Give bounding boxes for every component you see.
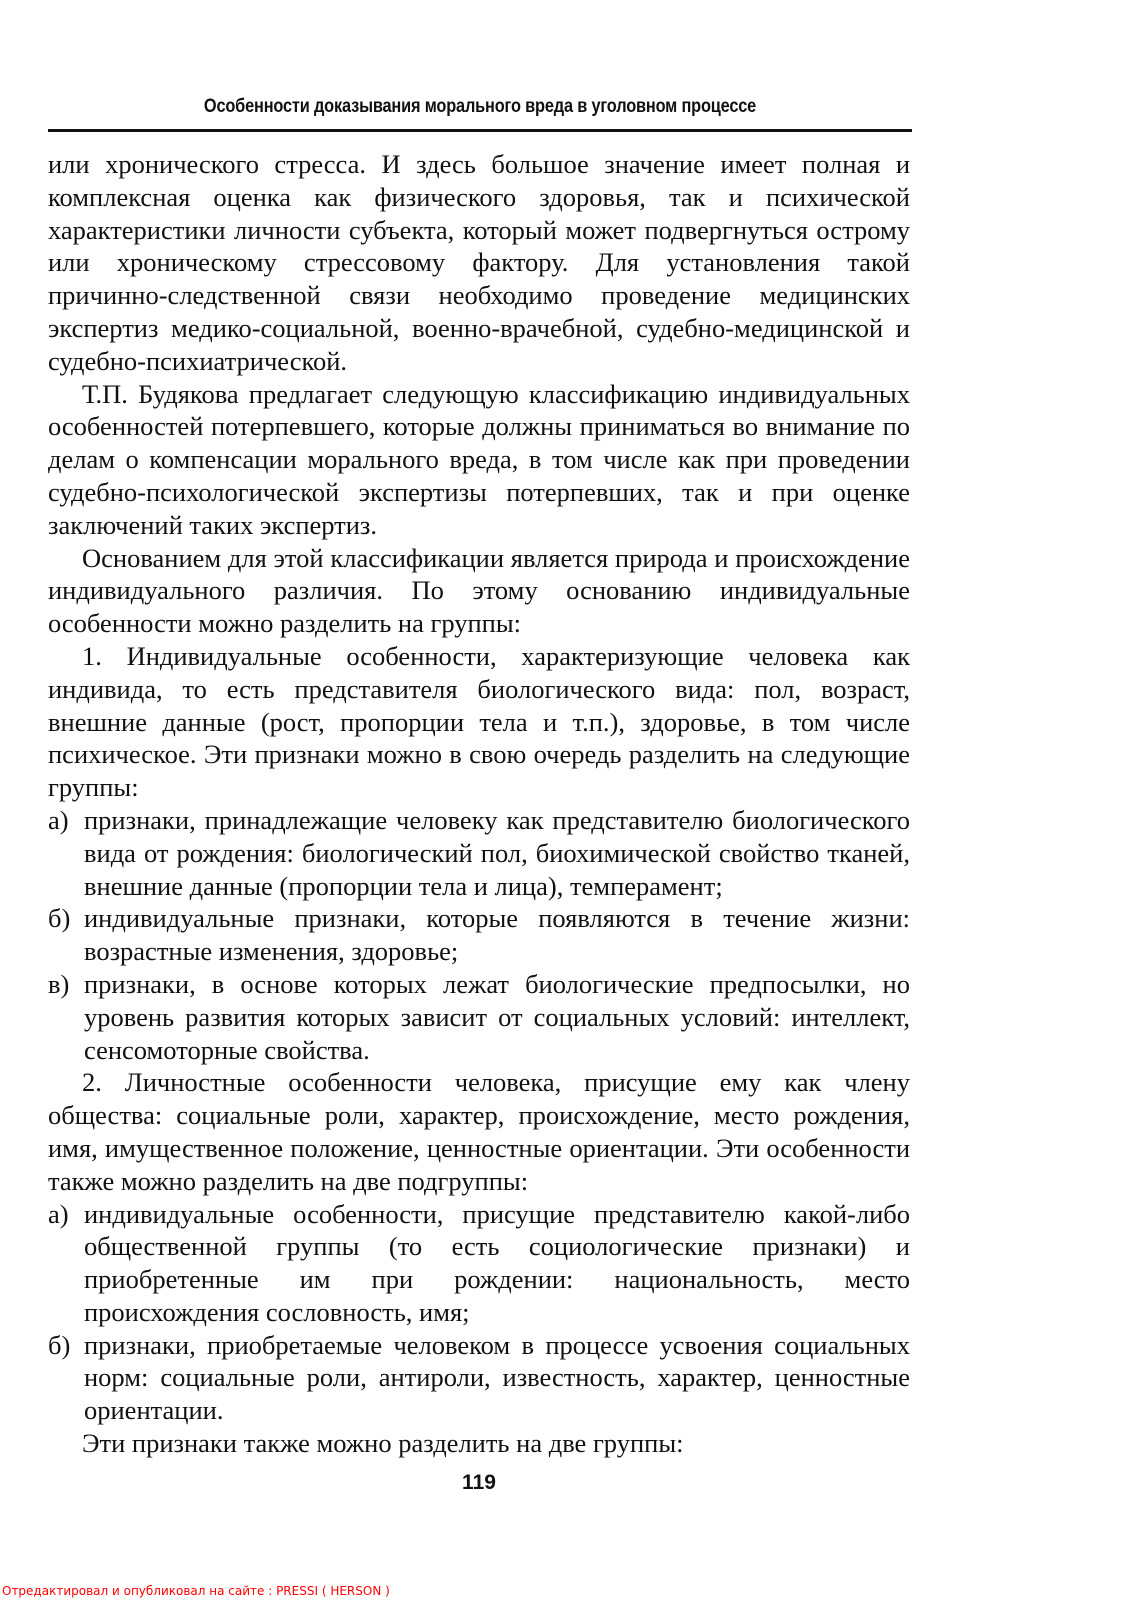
list-item-text: признаки, в основе которых лежат биологические предпосылки, но уровень развития которых зависит от социальных условий: интеллект, сенсомоторные свойства. [84, 968, 910, 1065]
paragraph-closing: Эти признаки также можно разделить на две группы: [82, 1428, 684, 1459]
list-item-text: индивидуальные признаки, которые появляются в течение жизни: возрастные изменения, здоровье; [84, 903, 910, 967]
list-marker: б) [48, 903, 71, 934]
page-number: 119 [462, 1471, 496, 1494]
running-header: Особенности доказывания морального вреда в уголовном процессе [203, 96, 757, 117]
paragraph-group-2: 2. Личностные особенности человека, присущие ему как члену общества: социальные роли, характер, происхождение, место рождения, имя, имущественное положение, ценностные ориентации. Эти особенности также можно разделить на две подгруппы: [48, 1067, 910, 1196]
paragraph-classification-basis: Основанием для этой классификации является природа и происхождение индивидуального различия. По этому основанию индивидуальные особенности можно разделить на группы: [48, 542, 910, 639]
paragraph-continuation: или хронического стресса. И здесь большое значение имеет полная и комплексная оценка как физического здоровья, так и психической характеристики личности субъекта, который может подвергнуться острому или хроническому стрессовому фактору. Для установления такой причинно-следственной связи необходимо проведение медицинских экспертиз медико-социальной, военно-врачебной, судебно-медицинской и судебно-психиатрической. [48, 149, 910, 376]
list-item [48, 902, 910, 968]
footer-credit: Отредактировал и опубликовал на сайте : PRESSI ( HERSON ) [2, 1584, 390, 1598]
list-item [48, 1198, 910, 1329]
list-marker: в) [48, 968, 70, 999]
list-item-text: признаки, принадлежащие человеку как представителю биологического вида от рождения: биологический пол, биохимической свойство тканей, внешние данные (пропорции тела и лица), темперамент; [84, 804, 910, 901]
list-item [48, 968, 910, 1066]
list-marker: а) [48, 804, 69, 835]
list-marker: а) [48, 1198, 69, 1229]
list-item-text: индивидуальные особенности, присущие представителю какой-либо общественной группы (то есть социологические признаки) и приобретенные им при рождении: национальность, место происхождения сословность, имя; [84, 1198, 910, 1327]
list-item-text: признаки, приобретаемые человеком в процессе усвоения социальных норм: социальные роли, антироли, известность, характер, ценностные ориентации. [84, 1329, 910, 1426]
list-marker: б) [48, 1329, 71, 1360]
list-item [48, 1329, 910, 1427]
paragraph-group-1: 1. Индивидуальные особенности, характеризующие человека как индивида, то есть представителя биологического вида: пол, возраст, внешние данные (рост, пропорции тела и т.п.), здоровье, в том числе психическое. Эти признаки можно в свою очередь разделить на следующие группы: [48, 640, 910, 803]
paragraph-budyakova: Т.П. Будякова предлагает следующую классификацию индивидуальных особенностей потерпевшего, которые должны приниматься во внимание по делам о компенсации морального вреда, в том числе как при проведении судебно-психологической экспертизы потерпевших, так и при оценке заключений таких экспертиз. [48, 378, 910, 540]
list-item [48, 804, 910, 902]
header-rule [48, 129, 912, 132]
page-body [48, 148, 910, 1460]
